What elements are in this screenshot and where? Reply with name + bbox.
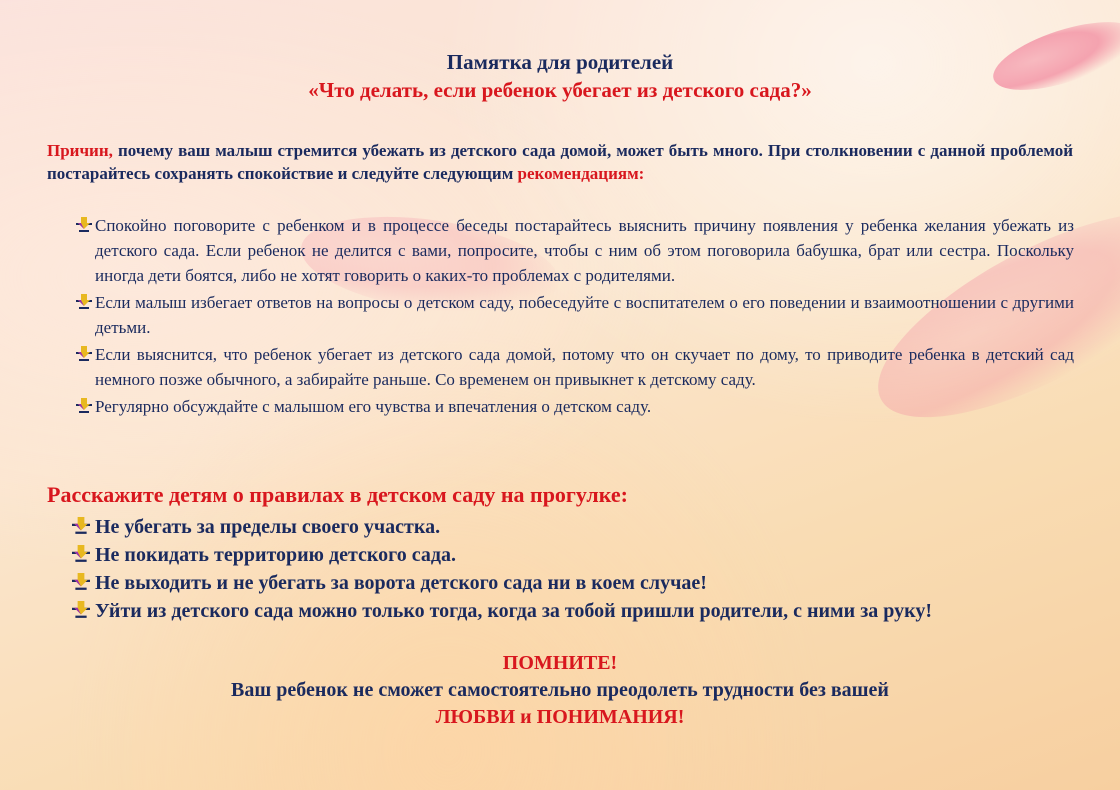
list-item	[76, 394, 1074, 419]
intro-text: почему ваш малыш стремится убежать из детского сада домой, может быть много. При столкновении с данной проблемой постарайтесь сохранять спокойствие и следуйте следующим	[47, 141, 1073, 183]
arrow-bullet-icon	[72, 545, 90, 563]
recommendations-list	[76, 213, 1074, 421]
rule-text: Уйти из детского сада можно только тогда, когда за тобой пришли родители, с ними за руку!	[95, 600, 932, 622]
rules-heading: Расскажите детям о правилах в детском саду на прогулке:	[47, 482, 628, 507]
list-item	[72, 597, 1075, 625]
rule-text: Не выходить и не убегать за ворота детского сада ни в коем случае!	[95, 572, 707, 594]
intro-tail: рекомендациям:	[517, 164, 645, 183]
list-item	[76, 213, 1074, 288]
arrow-bullet-icon	[76, 346, 92, 362]
footer-line: Ваш ребенок не сможет самостоятельно преодолеть трудности без вашей	[231, 679, 889, 701]
recommendation-text: Если малыш избегает ответов на вопросы о детском саду, побеседуйте с воспитателем о его поведении и взаимоотношении с другими детьми.	[95, 293, 1074, 337]
page-title: Памятка для родителей	[446, 50, 674, 74]
recommendation-text: Регулярно обсуждайте с малышом его чувства и впечатления о детском саду.	[95, 397, 652, 416]
rule-text: Не убегать за пределы своего участка.	[95, 516, 441, 538]
list-item	[72, 541, 1075, 569]
arrow-bullet-icon	[72, 601, 90, 619]
list-item	[72, 569, 1075, 597]
list-item	[76, 342, 1074, 392]
arrow-bullet-icon	[72, 573, 90, 591]
arrow-bullet-icon	[76, 217, 92, 233]
recommendation-text: Спокойно поговорите с ребенком и в процессе беседы постарайтесь выяснить причину появления у ребенка желания убежать из детского сада. Если ребенок не делится с вами, попросите, чтобы с ним об этом поговорила бабушка, брат или сестра. Поскольку иногда дети боятся, либо не хотят говорить о каких-то проблемах с родителями.	[95, 216, 1074, 285]
list-item	[76, 290, 1074, 340]
arrow-bullet-icon	[76, 398, 92, 414]
list-item	[72, 513, 1075, 541]
rule-text: Не покидать территорию детского сада.	[95, 544, 456, 566]
intro-paragraph	[47, 139, 1073, 185]
recommendation-text: Если выяснится, что ребенок убегает из детского сада домой, потому что он скучает по дому, то приводите ребенка в детский сад немного позже обычного, а забирайте раньше. Со временем он привыкнет к детскому саду.	[95, 345, 1074, 389]
remember-heading: ПОМНИТЕ!	[502, 652, 618, 674]
arrow-bullet-icon	[72, 517, 90, 535]
love-line: ЛЮБВИ и ПОНИМАНИЯ!	[435, 706, 685, 728]
page-subtitle: «Что делать, если ребенок убегает из детского сада?»	[308, 78, 812, 102]
arrow-bullet-icon	[76, 294, 92, 310]
intro-lead: Причин,	[47, 141, 113, 160]
header	[0, 48, 1120, 104]
rules-list	[72, 513, 1075, 625]
footer-message	[0, 650, 1120, 731]
